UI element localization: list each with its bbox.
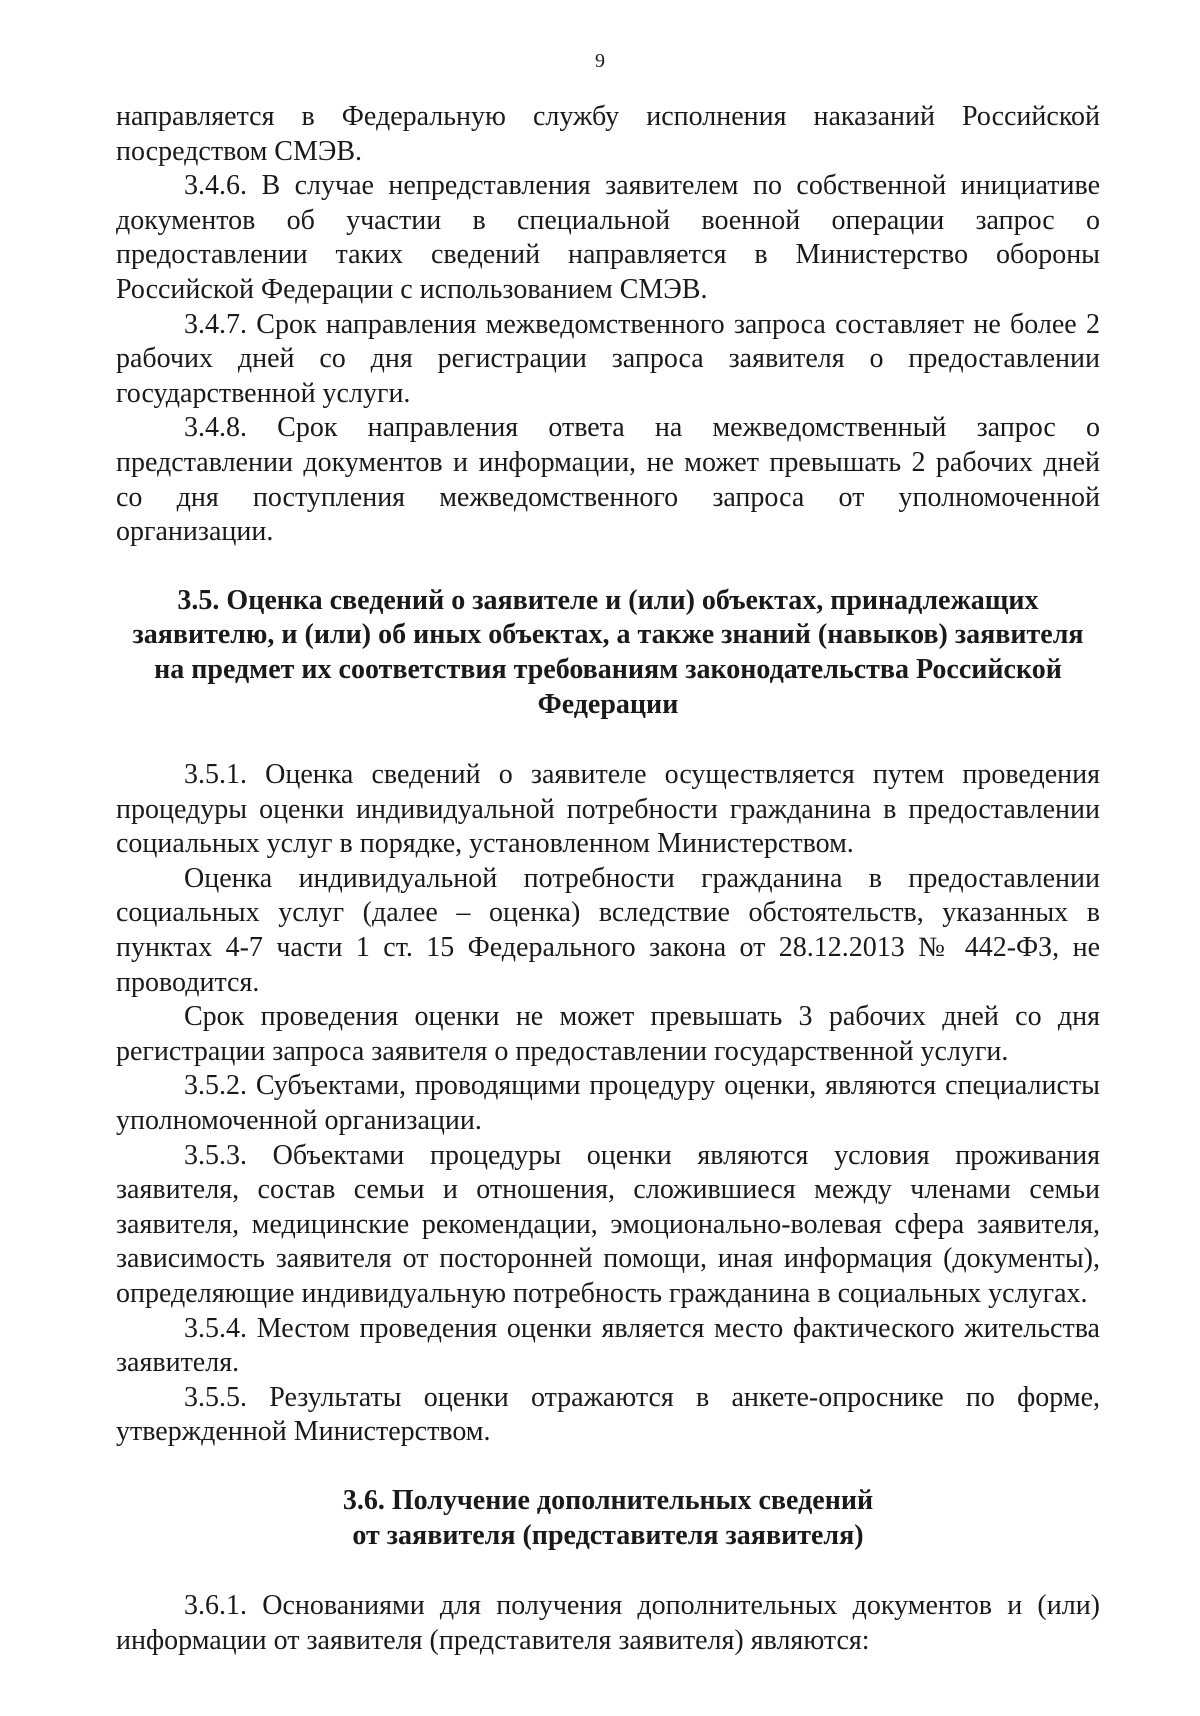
paragraph-3-6-1: 3.6.1. Основаниями для получения дополнительных документов и (или) информации от заявителя (представителя заявителя) являются:: [116, 1590, 1100, 1656]
paragraph-3-5-2: 3.5.2. Субъектами, проводящими процедуру оценки, являются специалисты уполномоченной организации.: [116, 1070, 1100, 1137]
section-heading-3-6: [116, 1484, 1100, 1553]
section-heading-3-5: [116, 584, 1100, 722]
heading-line: на предмет их соответствия требованиям законодательства Российской: [154, 653, 1062, 685]
paragraph-3-4-7: 3.4.7. Срок направления межведомственного запроса составляет не более 2 рабочих дней со дня регистрации запроса заявителя о предоставлении государственной услуги.: [116, 308, 1100, 409]
paragraph-continuation: направляется в Федеральную службу исполнения наказаний Российской посредством СМЭВ.: [116, 101, 1100, 167]
paragraph-3-5-4: 3.5.4. Местом проведения оценки является место фактического жительства заявителя.: [116, 1312, 1100, 1379]
heading-line: 3.5. Оценка сведений о заявителе и (или) объектах, принадлежащих: [177, 584, 1039, 616]
heading-line: заявителю, и (или) об иных объектах, а также знаний (навыков) заявителя: [132, 619, 1084, 651]
paragraph-assessment-exception: Оценка индивидуальной потребности гражданина в предоставлении социальных услуг (далее – оценка) вследствие обстоятельств, указанных в пунктах 4-7 части 1 ст. 15 Федерального закона от 28.12.2013 № 442-ФЗ, не проводится.: [116, 862, 1100, 998]
paragraph-3-5-5: 3.5.5. Результаты оценки отражаются в анкете-опроснике по форме, утвержденной Министерством.: [116, 1381, 1100, 1448]
paragraph-3-5-1: 3.5.1. Оценка сведений о заявителе осуществляется путем проведения процедуры оценки индивидуальной потребности гражданина в предоставлении социальных услуг в порядке, установленном Министерством.: [116, 759, 1100, 860]
paragraph-3-4-8: 3.4.8. Срок направления ответа на межведомственный запрос о представлении документов и информации, не может превышать 2 рабочих дней со дня поступления межведомственного запроса от уполномоченной организации.: [116, 412, 1100, 548]
paragraph-3-5-3: 3.5.3. Объектами процедуры оценки являются условия проживания заявителя, состав семьи и отношения, сложившиеся между членами семьи заявителя, медицинские рекомендации, эмоционально-волевая сфера заявителя, зависимость заявителя от посторонней помощи, иная информация (документы), определяющие индивидуальную потребность гражданина в социальных услугах.: [116, 1139, 1100, 1309]
heading-line: 3.6. Получение дополнительных сведений: [342, 1484, 874, 1516]
heading-line: от заявителя (представителя заявителя): [352, 1519, 864, 1551]
paragraph-assessment-term: Срок проведения оценки не может превышать 3 рабочих дней со дня регистрации запроса заявителя о предоставлении государственной услуги.: [116, 1001, 1100, 1067]
paragraph-3-4-6: 3.4.6. В случае непредставления заявителем по собственной инициативе документов об участии в специальной военной операции запрос о предоставлении таких сведений направляется в Министерство обороны Российской Федерации с использованием СМЭВ.: [116, 170, 1100, 305]
page-number: 9: [595, 50, 605, 72]
heading-line: Федерации: [537, 688, 679, 720]
document-body: [116, 100, 1100, 1658]
